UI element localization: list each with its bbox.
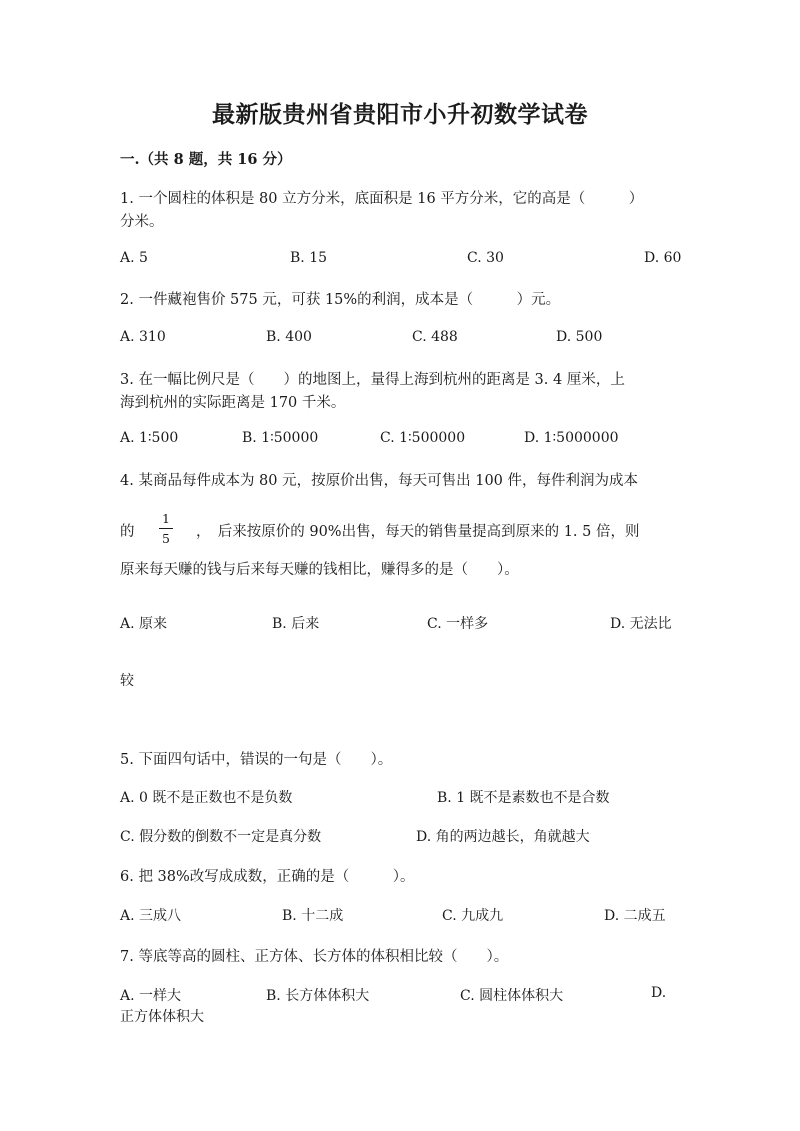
fraction-denominator: 5	[162, 531, 170, 546]
question-3-text-line-2: 海到杭州的实际距离是 170 千米。	[120, 395, 346, 411]
question-7-text-line-1: 7. 等底等高的圆柱、正方体、长方体的体积相比较（ ）。	[120, 949, 509, 965]
question-6-option-c: C. 九成九	[442, 908, 504, 924]
question-4-text-line-3: 原来每天赚的钱与后来每天赚的钱相比，赚得多的是（ ）。	[120, 562, 519, 578]
question-4-option-b: B. 后来	[272, 616, 320, 632]
question-6-option-b: B. 十二成	[282, 908, 344, 924]
question-2-option-b: B. 400	[266, 329, 312, 345]
question-5-option-c: C. 假分数的倒数不一定是真分数	[120, 829, 322, 845]
question-6-option-a: A. 三成八	[120, 908, 182, 924]
question-4-option-c: C. 一样多	[427, 616, 489, 632]
fraction-bar	[159, 528, 173, 529]
question-4-text-line-1: 4. 某商品每件成本为 80 元，按原价出售，每天可售出 100 件，每件利润为成本	[120, 473, 639, 489]
question-2-option-a: A. 310	[120, 329, 166, 345]
question-7-option-d-wrap: 正方体体积大	[120, 1009, 204, 1025]
question-1-option-b: B. 15	[290, 250, 328, 266]
question-1-option-d: D. 60	[644, 250, 682, 266]
question-3-option-d: D. 1∶5000000	[524, 430, 619, 446]
question-4-option-d: D. 无法比	[610, 616, 672, 632]
question-5-option-b: B. 1 既不是素数也不是合数	[437, 790, 610, 806]
question-7-option-a: A. 一样大	[120, 988, 182, 1004]
fraction-one-fifth	[158, 512, 174, 546]
question-3-option-b: B. 1∶50000	[242, 430, 319, 446]
fraction-numerator: 1	[162, 511, 170, 526]
question-1-option-a: A. 5	[120, 250, 148, 266]
question-4-option-d-wrap: 较	[120, 673, 134, 689]
question-3-text-line-1: 3. 在一幅比例尺是（ ）的地图上，量得上海到杭州的距离是 3. 4 厘米，上	[120, 372, 625, 388]
question-4-text-line-2-start: 的	[120, 524, 135, 540]
question-2-text-line-1: 2. 一件藏袍售价 575 元，可获 15%的利润，成本是（ ）元。	[120, 292, 561, 308]
question-5-option-d: D. 角的两边越长，角就越大	[416, 829, 590, 845]
question-1-text-line-2: 分米。	[120, 214, 164, 230]
question-3-option-c: C. 1∶500000	[380, 430, 466, 446]
question-7-option-b: B. 长方体体积大	[266, 988, 370, 1004]
section-heading: 一.（共 8 题，共 16 分）	[120, 151, 292, 168]
question-1-option-c: C. 30	[467, 250, 504, 266]
question-7-option-d: D.	[651, 985, 667, 1001]
question-5-option-a: A. 0 既不是正数也不是负数	[120, 790, 293, 806]
question-4-option-a: A. 原来	[120, 616, 168, 632]
question-6-option-d: D. 二成五	[604, 908, 666, 924]
page-title: 最新版贵州省贵阳市小升初数学试卷	[212, 101, 588, 128]
question-3-option-a: A. 1∶500	[120, 430, 179, 446]
question-1-text-line-1: 1. 一个圆柱的体积是 80 立方分米，底面积是 16 平方分米，它的高是（ ）	[120, 191, 644, 207]
question-2-option-d: D. 500	[556, 329, 603, 345]
question-4-text-line-2-end: ， 后来按原价的 90%出售，每天的销售量提高到原来的 1. 5 倍，则	[196, 524, 640, 540]
question-2-option-c: C. 488	[412, 329, 458, 345]
question-5-text-line-1: 5. 下面四句话中，错误的一句是（ ）。	[120, 752, 393, 768]
question-6-text-line-1: 6. 把 38%改写成成数，正确的是（ ）。	[120, 869, 415, 885]
question-7-option-c: C. 圆柱体体积大	[460, 988, 564, 1004]
